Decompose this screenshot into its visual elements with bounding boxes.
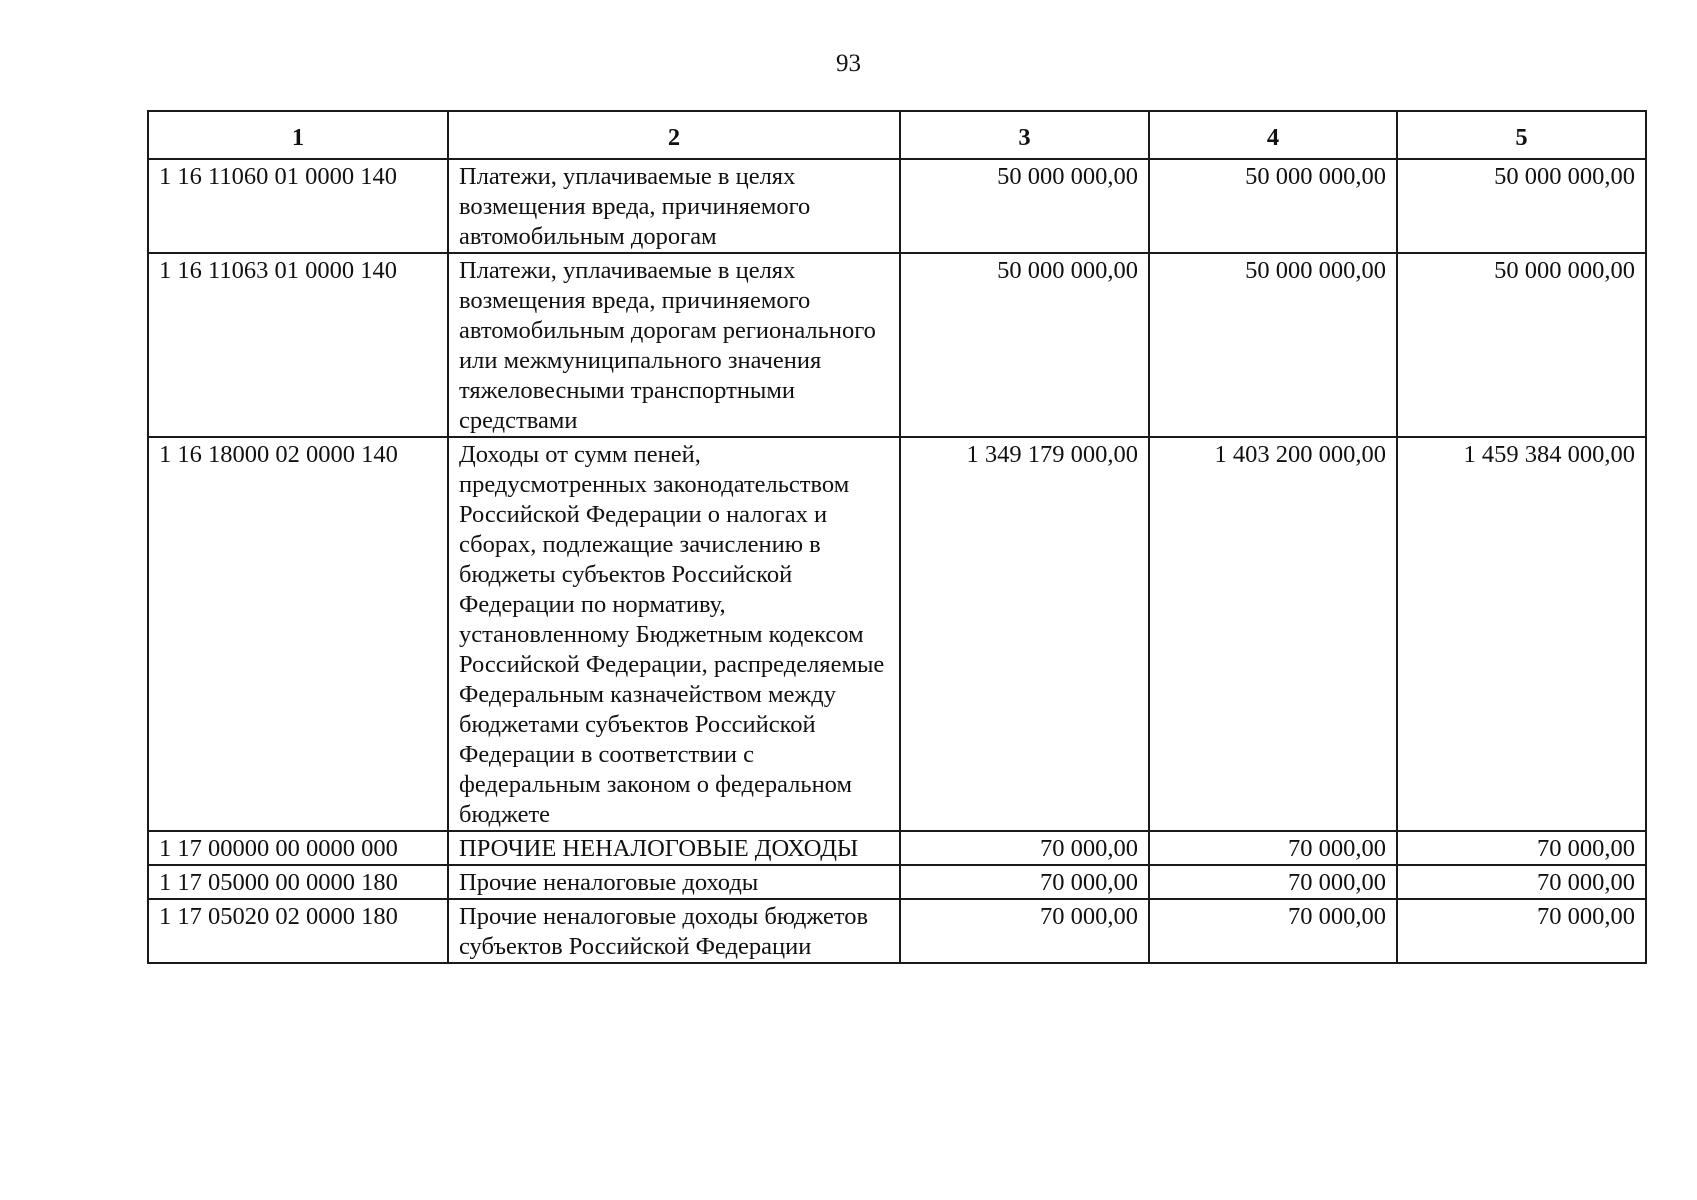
amount-col5-cell: 70 000,00: [1397, 865, 1646, 899]
table-row: [148, 437, 1646, 831]
amount-col5-cell: 50 000 000,00: [1397, 159, 1646, 253]
budget-code-cell: 1 17 00000 00 0000 000: [148, 831, 448, 865]
amount-col3-cell: 1 349 179 000,00: [900, 437, 1149, 831]
revenue-name-cell: Платежи, уплачиваемые в целях возмещения вреда, причиняемого автомобильным дорогам: [448, 159, 900, 253]
page-number: 93: [836, 50, 861, 77]
table-row: [148, 159, 1646, 253]
amount-col3-cell: 50 000 000,00: [900, 159, 1149, 253]
amount-col3-cell: 70 000,00: [900, 899, 1149, 963]
table-row: [148, 899, 1646, 963]
budget-code-cell: 1 17 05020 02 0000 180: [148, 899, 448, 963]
revenue-name-cell: Прочие неналоговые доходы бюджетов субъектов Российской Федерации: [448, 899, 900, 963]
amount-col5-cell: 70 000,00: [1397, 831, 1646, 865]
amount-col4-cell: 70 000,00: [1149, 865, 1397, 899]
amount-col5-cell: 1 459 384 000,00: [1397, 437, 1646, 831]
budget-code-cell: 1 16 11060 01 0000 140: [148, 159, 448, 253]
column-header: 1: [148, 111, 448, 159]
amount-col3-cell: 50 000 000,00: [900, 253, 1149, 437]
column-header: 3: [900, 111, 1149, 159]
column-header: 4: [1149, 111, 1397, 159]
budget-revenue-table: [147, 110, 1647, 964]
amount-col4-cell: 50 000 000,00: [1149, 159, 1397, 253]
column-header: 5: [1397, 111, 1646, 159]
revenue-name-cell: Доходы от сумм пеней, предусмотренных законодательством Российской Федерации о налогах и сборах, подлежащие зачислению в бюджеты субъектов Российской Федерации по нормативу, установленному Бюджетным кодексом Российской Федерации, распределяемые Федеральным казначейством между бюджетами субъектов Российской Федерации в соответствии с федеральным законом о федеральном бюджете: [448, 437, 900, 831]
amount-col4-cell: 70 000,00: [1149, 831, 1397, 865]
amount-col4-cell: 70 000,00: [1149, 899, 1397, 963]
amount-col5-cell: 50 000 000,00: [1397, 253, 1646, 437]
amount-col3-cell: 70 000,00: [900, 831, 1149, 865]
budget-code-cell: 1 16 11063 01 0000 140: [148, 253, 448, 437]
table-row: [148, 831, 1646, 865]
table-row: [148, 865, 1646, 899]
amount-col5-cell: 70 000,00: [1397, 899, 1646, 963]
table-row: [148, 253, 1646, 437]
revenue-name-cell: Прочие неналоговые доходы: [448, 865, 900, 899]
column-header: 2: [448, 111, 900, 159]
budget-code-cell: 1 16 18000 02 0000 140: [148, 437, 448, 831]
revenue-name-cell: ПРОЧИЕ НЕНАЛОГОВЫЕ ДОХОДЫ: [448, 831, 900, 865]
amount-col4-cell: 50 000 000,00: [1149, 253, 1397, 437]
table-header-row: [148, 111, 1646, 159]
amount-col3-cell: 70 000,00: [900, 865, 1149, 899]
budget-code-cell: 1 17 05000 00 0000 180: [148, 865, 448, 899]
amount-col4-cell: 1 403 200 000,00: [1149, 437, 1397, 831]
revenue-name-cell: Платежи, уплачиваемые в целях возмещения вреда, причиняемого автомобильным дорогам регионального или межмуниципального значения тяжеловесными транспортными средствами: [448, 253, 900, 437]
